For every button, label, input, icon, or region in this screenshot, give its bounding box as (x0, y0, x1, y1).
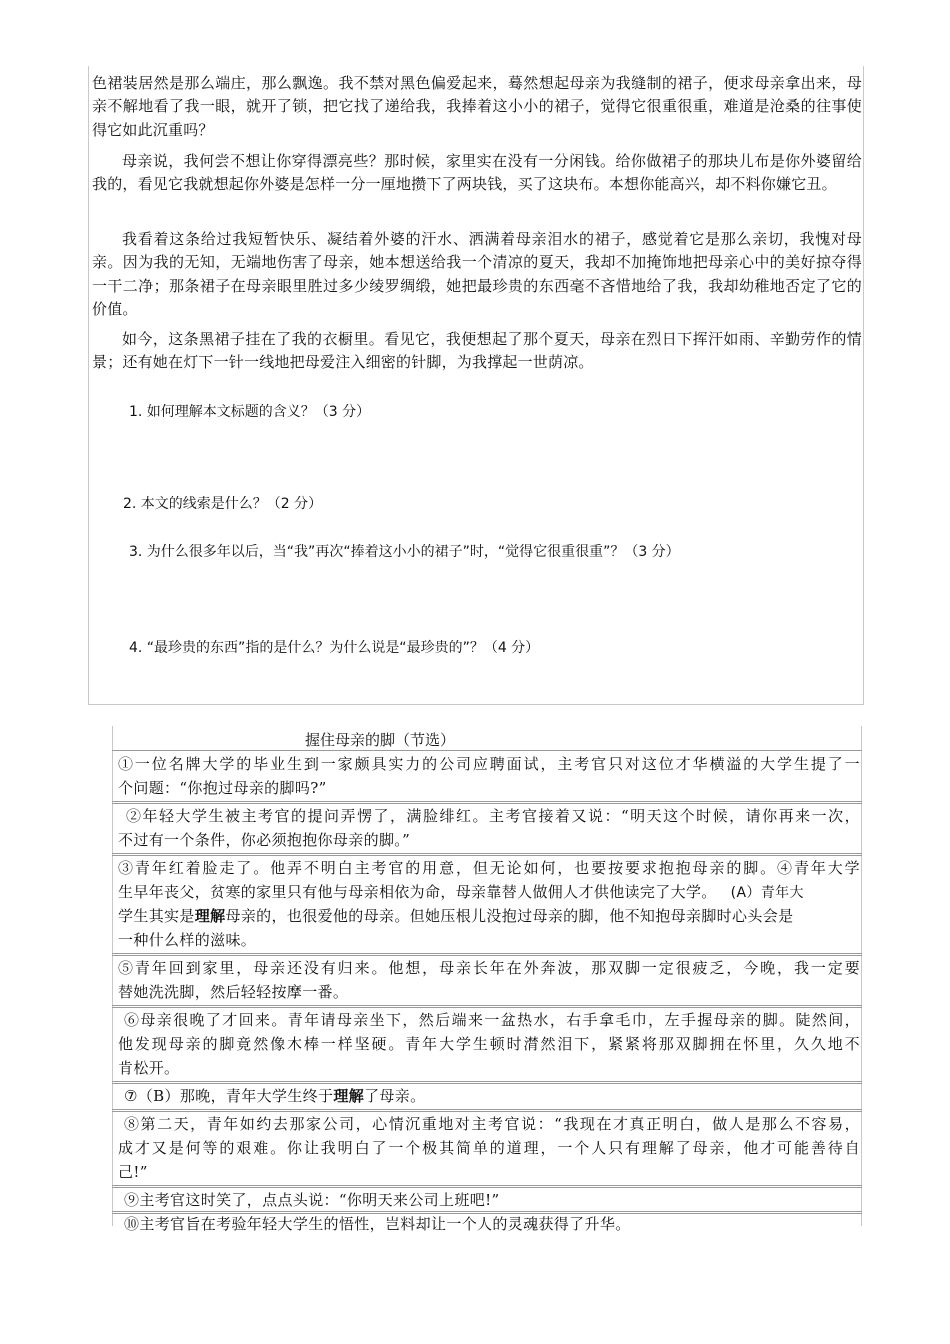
passage-line: 不过有一个条件，你必须抱抱你母亲的脚。” (118, 831, 411, 849)
passage-text: ⑦（B）那晚，青年大学生终于 (124, 1087, 334, 1105)
passage-line: 替她洗洗脚，然后轻轻按摩一番。 (118, 983, 349, 1001)
passage-paragraph: 母亲说，我何尝不想让你穿得漂亮些？那时候，家里实在没有一分闲钱。给你做裙子的那块儿布是你外婆留给我的，看见它我就想起你外婆是怎样一分一厘地攒下了两块钱，买了这块布。本想你能高兴，却不料你嫌它丑。 (92, 152, 862, 194)
passage-line: 肯松开。 (118, 1059, 180, 1077)
annotation-marker-a: (A）青年大 (730, 885, 804, 901)
divider (112, 750, 862, 751)
passage-line: ⑨主考官这时笑了，点点头说：“你明天来公司上班吧!” (124, 1191, 500, 1209)
passage-line: ⑤青年回到家里，母亲还没有归来。他想，母亲长年在外奔波，那双脚一定很疲乏，今晚，我一定要 (118, 959, 860, 977)
divider (112, 1005, 862, 1008)
passage-line: 个问题：“你抱过母亲的脚吗?” (118, 779, 327, 797)
passage-line: ①一位名牌大学的毕业生到一家颇具实力的公司应聘面试，主考官只对这位才华横溢的大学生提了一 (118, 755, 860, 773)
passage-line: ③青年红着脸走了。他弄不明白主考官的用意，但无论如何，也要按要求抱抱母亲的脚。④青年大学 (118, 859, 860, 877)
passage-line: ⑥母亲很晚了才回来。青年请母亲坐下，然后端来一盆热水，右手拿毛巾，左手握母亲的脚。陡然间， (124, 1011, 860, 1029)
passage-line (118, 881, 860, 904)
reading-passage-mothers-feet (112, 722, 862, 1233)
passage-line (118, 1085, 866, 1107)
passage-text: 母亲的，也很爱他的母亲。但她压根儿没抱过母亲的脚，他不知抱母亲脚时心头会是 (225, 907, 794, 925)
question-3: 3. 为什么很多年以后，当“我”再次“捧着这小小的裙子”时，“觉得它很重很重”？（3 分） (129, 544, 680, 560)
divider (112, 1109, 862, 1112)
divider (112, 1185, 862, 1188)
passage-paragraph: 如今，这条黑裙子挂在了我的衣橱里。看见它，我便想起了那个夏天，母亲在烈日下挥汗如雨、辛勤劳作的情景；还有她在灯下一针一线地把母爱注入细密的针脚，为我撑起一世荫凉。 (92, 330, 862, 372)
question-2: 2. 本文的线索是什么？（2 分） (123, 496, 323, 512)
passage-text: 生早年丧父，贫寒的家里只有他与母亲相依为命，母亲靠替人做佣人才供他读完了大学。 (118, 883, 717, 901)
passage-paragraph: 我看着这条给过我短暂快乐、凝结着外婆的汗水、洒满着母亲泪水的裙子，感觉着它是那么亲切，我愧对母亲。因为我的无知，无端地伤害了母亲，她本想送给我一个清凉的夏天，我却不加掩饰地把母亲心中的美好掠夺得一干二净；那条裙子在母亲眼里胜过多少绫罗绸缎，她把最珍贵的东西毫不吝惜地给了我，我却幼稚地否定了它的价值。 (92, 230, 862, 318)
passage-text: 了母亲。 (364, 1087, 426, 1105)
divider (112, 953, 862, 956)
passage-paragraph: 色裙装居然是那么端庄，那么飘逸。我不禁对黑色偏爱起来，蓦然想起母亲为我缝制的裙子，便求母亲拿出来，母亲不解地看了我一眼，就开了锁，把它找了递给我，我捧着这小小的裙子，觉得它很重很重，难道是沧桑的往事使得它如此沉重吗？ (92, 74, 862, 139)
divider (112, 801, 862, 804)
passage-line: 他发现母亲的脚竟然像木棒一样坚硬。青年大学生顿时潸然泪下，紧紧将那双脚拥在怀里，久久地不 (118, 1035, 860, 1053)
passage-line: ②年轻大学生被主考官的提问弄愣了，满脸绯红。主考官接着又说：“明天这个时候，请你再来一次， (126, 807, 860, 825)
passage-line: 成才又是何等的艰难。你让我明白了一个极其简单的道理，一个人只有理解了母亲，他才可能善待自 (118, 1139, 860, 1157)
question-1: 1. 如何理解本文标题的含义？（3 分） (129, 404, 371, 420)
reading-passage-black-skirt (88, 66, 864, 705)
passage-text: 学生其实是 (118, 907, 195, 925)
passage-line (118, 905, 860, 927)
divider (112, 1081, 862, 1084)
passage-title: 握住母亲的脚（节选） (305, 731, 456, 749)
passage-line: 己!” (118, 1163, 148, 1181)
passage-line: ⑧第二天，青年如约去那家公司，心情沉重地对主考官说：“我现在才真正明白，做人是那么不容易， (124, 1115, 860, 1133)
keyword-understand: 理解 (194, 907, 226, 925)
passage-line: ⑩主考官旨在考验年轻大学生的悟性，岂料却让一个人的灵魂获得了升华。 (124, 1215, 631, 1233)
passage-line: 一种什么样的滋味。 (118, 931, 257, 949)
divider (112, 853, 862, 856)
keyword-understand: 理解 (333, 1087, 365, 1105)
question-4: 4. “最珍贵的东西”指的是什么？为什么说是“最珍贵的”？（4 分） (129, 640, 540, 656)
